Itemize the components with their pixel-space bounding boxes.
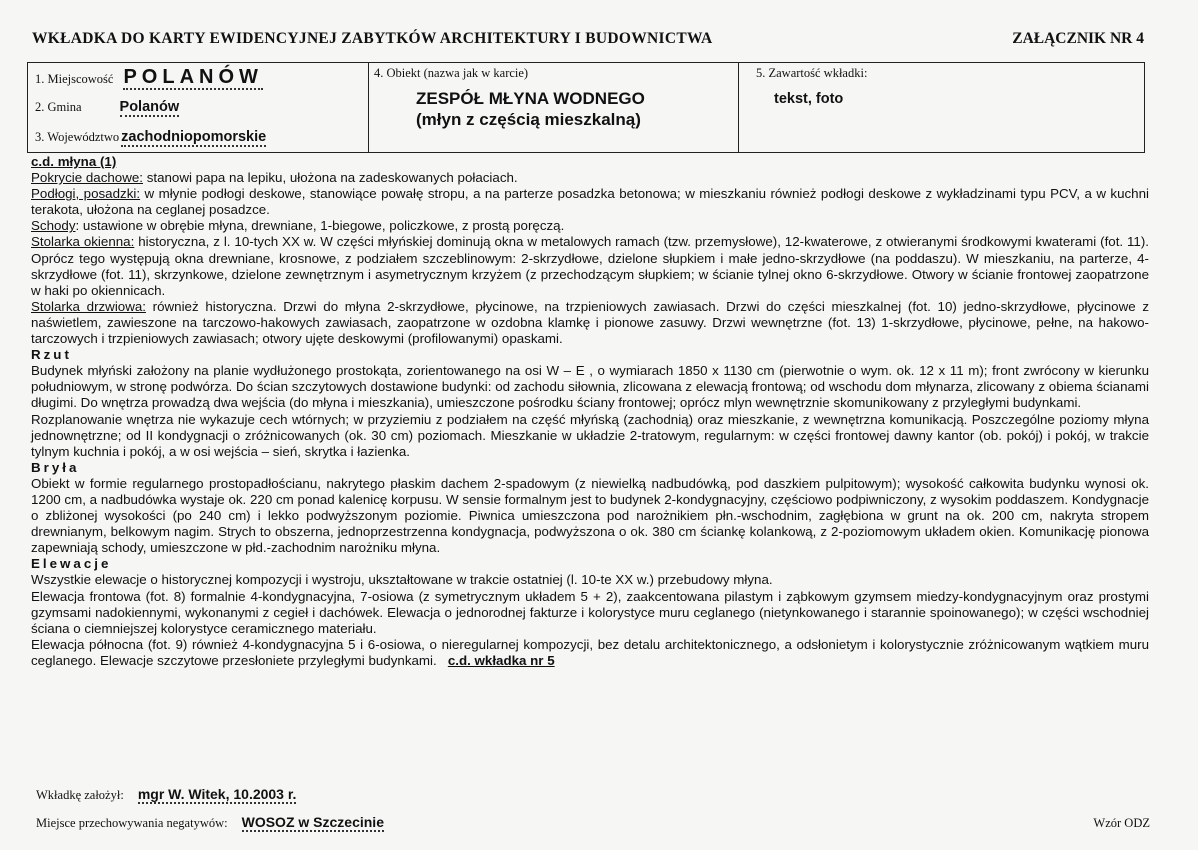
miejscowosc-field [35,66,263,89]
location-column [28,63,369,152]
author-field [36,786,296,803]
okienna-text: historyczna, z l. 10-tych XX w. W części młyńskiej dominują okna w metalowych ramach (tzw. przemysłowe), 12-kwaterowe, z otwieranymi środkowymi kwaterami (fot. 11). Oprócz tego występują okna drewniane, krosnowe, z podziałem szczeblinowym: 2-skrzydłowe, dzielone słupkiem i małe jedno-skrzydłowe (na poddaszu). W mieszkaniu, na parterze, 4-skrzydłowe (fot. 11), skrzynkowe, dzielone zewnętrznym i asymetrycznym krzyżem (z przechodzącym słupkiem; w ścianie tylnej okno 6-skrzydłowe. Otwory w ścianie frontowej zaopatrzone w haki po okiennicach. [31,234,1150,298]
schody-paragraph [31,218,1149,234]
author-label: Wkładkę założył: [36,788,124,802]
form-header-box [27,62,1145,153]
elewacje-paragraph-3 [31,637,1149,669]
drzwiowa-heading: Stolarka drzwiowa: [31,298,146,314]
bryla-heading: Bryła [31,459,80,475]
contents-column [738,63,1144,152]
negatives-field [36,814,384,831]
wojewodztwo-label: 3. Województwo [35,130,120,144]
gmina-field [35,99,179,115]
elewacje-heading: Elewacje [31,556,112,572]
zawartosc-value: tekst, foto [774,91,844,107]
rzut-heading: Rzut [31,347,72,363]
miejscowosc-value: POLANÓW [123,66,263,88]
drzwiowa-paragraph [31,299,1149,347]
obiekt-name: ZESPÓŁ MŁYNA WODNEGO [416,89,645,108]
document-title: WKŁADKA DO KARTY EWIDENCYJNEJ ZABYTKÓW ARCHITEKTURY I BUDOWNICTWA [32,30,713,47]
negatives-label: Miejsce przechowywania negatywów: [36,816,228,830]
author-value: mgr W. Witek, 10.2003 r. [137,786,297,802]
zawartosc-label: 5. Zawartość wkładki: [756,66,868,80]
podlogi-paragraph [31,186,1149,218]
rzut-paragraph-1: Budynek młyński założony na planie wydłużonego prostokąta, zorientowanego na osi W – E , o wymiarach 1850 x 1130 cm (pierwotnie o wym. ok. 12 x 11 m); front zwrócony w kierunku południowym, w stronę podwórza. Do ścian szczytowych dostawione budynki: od zachodu siłownia, zlicowana z elewacją frontową; od wschodu dom młynarza, zlicowany z obiema ścianami długimi. Do wnętrza prowadzą dwa wejścia (do młyna i mieszkania), umieszczone pośrodku ściany frontowej; oprócz mlyn wewnętrznie skomunikowany z przyległymi budynkami. [31,363,1149,411]
pokrycie-paragraph [31,170,1149,186]
pokrycie-text: stanowi papa na lepiku, ułożona na zadeskowanych połaciach. [143,170,518,186]
schody-heading: Schody [31,218,76,234]
podlogi-text: w młynie podłogi deskowe, stanowiące powałę stropu, a na parterze posadzka betonowa; w mieszkaniu również podłogi deskowe z wykładzinami typu PCV, a w kuchni terakota, ułożona na ceglanej posadzce. [31,186,1149,218]
podlogi-heading: Podłogi, posadzki: [31,186,141,202]
miejscowosc-label: 1. Miejscowość [35,72,114,86]
continued-note: c.d. wkładka nr 5 [447,652,555,668]
okienna-paragraph [31,234,1149,298]
schody-text: : ustawione w obrębie młyna, drewniane, 1-biegowe, policzkowe, z prostą poręczą. [75,218,565,234]
elewacje-paragraph-3-text: Elewacja północna (fot. 9) również 4-kondygnacyjna 5 i 6-osiowa, o nieregularnej kompozycji, bez detalu architektonicznego, a odsłonietym i kolorystycznie zróżnicowanym wątkiem muru ceglanego. Elewacje szczytowe przesłoniete przyległymi budynkami. [31,636,1149,668]
obiekt-label: 4. Obiekt (nazwa jak w karcie) [374,66,529,80]
rzut-paragraph-2: Rozplanowanie wnętrza nie wykazuje cech wtórnych; w przyziemiu z podziałem na część młyńską (zachodnią) oraz mieszkanie, z wewnętrzna komunikacją. Poszczególne poziomy młyna jednownętrzne; od II kondygnacji o zróżnicowanych (ok. 30 cm) poziomach. Mieszkanie w układzie 2-tratowym, regularnym: w części frontowej dawny kantor (ob. pokój) i pokój, w trakcie tylnym kuchnia i pokój, a w osi wejścia – sień, skrytka i łazienka. [31,411,1149,459]
template-mark: Wzór ODZ [1093,816,1150,830]
elewacje-paragraph-1: Wszystkie elewacje o historycznej kompozycji i wystroju, ukształtowane w trakcie ostatniej (l. 10-te XX w.) przebudowy młyna. [31,572,773,588]
document-body [31,154,1149,669]
negatives-value: WOSOZ w Szczecinie [241,814,384,830]
gmina-value: Polanów [119,99,180,115]
gmina-label: 2. Gmina [35,100,82,114]
attachment-number: ZAŁĄCZNIK NR 4 [1012,30,1144,47]
continuation-heading: c.d. młyna (1) [31,154,117,169]
wojewodztwo-value: zachodniopomorskie [121,129,267,145]
pokrycie-heading: Pokrycie dachowe: [31,170,143,186]
okienna-heading: Stolarka okienna: [31,234,135,250]
drzwiowa-text: również historyczna. Drzwi do młyna 2-skrzydłowe, płycinowe, na trzpieniowych zawiasach. Drzwi do części mieszkalnej (fot. 10) jedno-skrzydłowe, płycinowe z naświetlem, zawieszone na tarczowo-hakowych zawiasach, zaopatrzone w ozdobna klamkę i pionowe zasuwy. Drzwi wewnętrzne (fot. 13) 1-skrzydłowe, płycinowe, pełne, na hakowo-tarczowych i trzpieniowych zawiasach; otwory ujęte deskowymi (profilowanymi) opaskami. [31,298,1149,347]
bryla-paragraph: Obiekt w formie regularnego prostopadłościanu, nakrytego płaskim dachem 2-spadowym (z niewielką nadbudówką, pod daszkiem pulpitowym); wysokość całkowita budynku wynosi ok. 1200 cm, a nadbudówka wystaje ok. 220 cm ponad kalenicę korpusu. W sensie formalnym jest to budynek 2-kondygnacyjny, częściowo podpiwniczony, z wysokim poddaszem. Kondygnacje o zbliżonej wysokości (po 240 cm) i lekko podwyższonym poziomie. Piwnica umieszczona pod narożnikiem płn.-wschodnim, zagłębiona w grunt na ok. 200 cm, nakryta stropem drewnianym, belkowym nagim. Strych to obszerna, jednoprzestrzenna kondygnacja, podwyższona o ok. 380 cm ściankę kolankową, z 2-poziomowym układem okien. Komunikację pionowa zapewniają schody, umieszczone w płd.-zachodnim narożniku młyna. [31,475,1149,556]
wojewodztwo-field [35,129,266,145]
obiekt-subtitle: (młyn z częścią mieszkalną) [416,110,641,129]
object-column [368,63,739,152]
elewacje-paragraph-2: Elewacja frontowa (fot. 8) formalnie 4-kondygnacyjna, 7-osiowa (z symetrycznym układem 5 + 2), zaakcentowana pilastym i ząbkowym gzymsem miedzy-kondygnacyjnym oraz prostymi gzymsami nadokiennymi, wykonanymi z cegieł i dachówek. Elewacja o jednorodnej fakturze i kolorystyce muru ceglanego (nietynkowanego i starannie spoinowanego); w części wschodniej ściana o ciemniejszej kolorystyce ceramicznego materiału. [31,588,1149,636]
